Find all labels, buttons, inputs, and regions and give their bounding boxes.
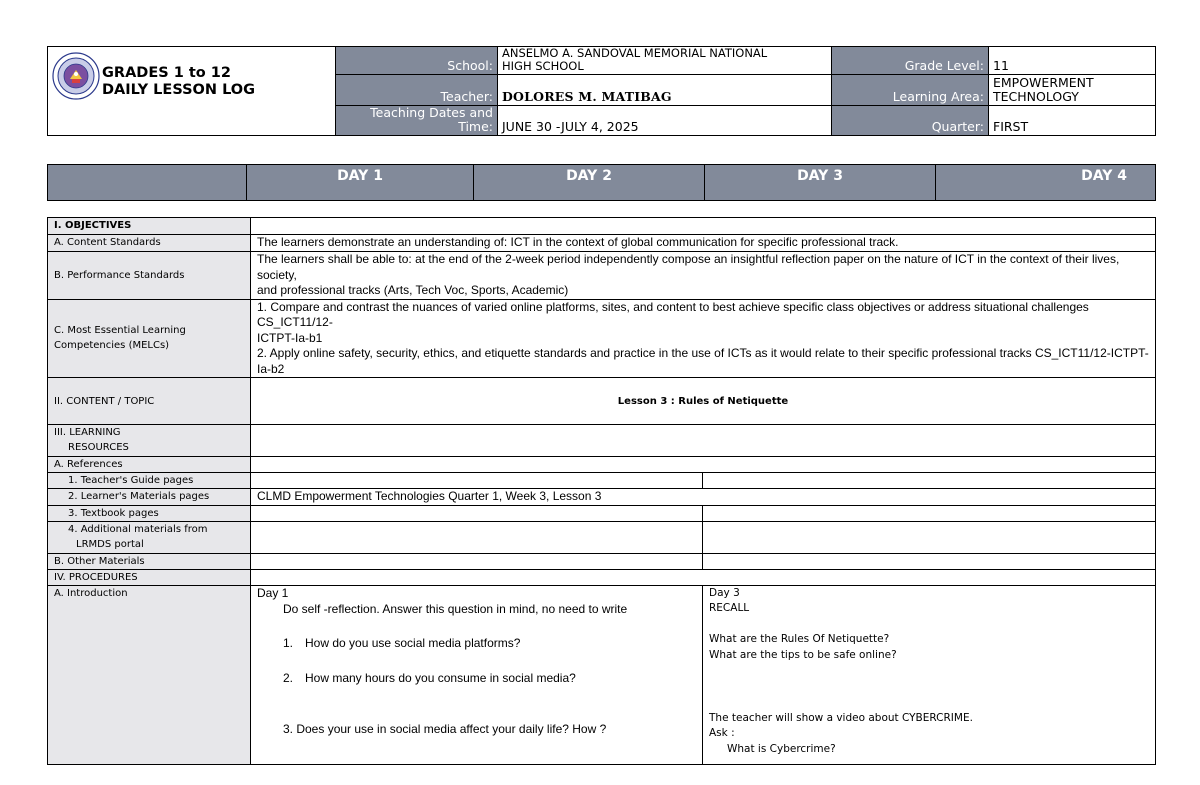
learning-resources-cell — [251, 425, 1156, 457]
intro-day1-title: Day 1 — [257, 586, 289, 600]
teaching-dates-value: JUNE 30 -JULY 4, 2025 — [498, 105, 832, 135]
log-title — [102, 65, 255, 99]
other-materials-cell-2 — [703, 554, 1156, 570]
day-header-bar — [47, 164, 1156, 201]
teaching-dates-label-line-2: Time: — [458, 119, 493, 134]
intro-day1-q1: How do you use social media platforms? — [305, 636, 521, 650]
content-standards-text: The learners demonstrate an understanding of: ICT in the context of global communication for specific professional track. — [251, 235, 1156, 252]
performance-line-1: The learners shall be able to: at the end of the 2-week period independently compose an insightful reflection paper on the nature of ICT in the context of their lives, society, — [257, 252, 1120, 282]
textbook-cell-2 — [703, 506, 1156, 522]
melcs-label-line-1: C. Most Essential Learning — [54, 325, 186, 337]
intro-day1-instruction: Do self -reflection. Answer this question in mind, no need to write — [283, 602, 628, 616]
table-row — [48, 586, 1156, 765]
melcs-line-2: ICTPT-Ia-b1 — [257, 330, 323, 345]
introduction-day1-cell — [251, 586, 703, 765]
intro-day3-recall: RECALL — [709, 602, 750, 614]
grade-level-label: Grade Level: — [832, 47, 989, 75]
table-row — [48, 522, 1156, 554]
learning-area-label: Learning Area: — [832, 75, 989, 105]
melcs-label — [48, 299, 251, 378]
learning-area-line-1: EMPOWERMENT — [993, 74, 1094, 90]
school-value-line-1: ANSELMO A. SANDOVAL MEMORIAL NATIONAL — [502, 46, 768, 61]
learning-area-line-2: TECHNOLOGY — [993, 88, 1079, 104]
intro-day3-video: The teacher will show a video about CYBERCRIME. — [709, 712, 973, 724]
quarter-label: Quarter: — [832, 105, 989, 135]
additional-materials-line-2: LRMDS portal — [76, 539, 144, 550]
table-row — [48, 378, 1156, 425]
table-row — [48, 218, 1156, 235]
intro-day3-title: Day 3 — [709, 587, 740, 599]
table-row — [48, 425, 1156, 457]
intro-day3-ask: Ask : — [709, 727, 735, 739]
table-row — [48, 457, 1156, 473]
content-standards-label: A. Content Standards — [48, 235, 251, 252]
learning-resources-label — [48, 425, 251, 457]
intro-day1-q1-number: 1. — [283, 636, 294, 650]
table-row — [48, 506, 1156, 522]
references-cell — [251, 457, 1156, 473]
performance-standards-text — [251, 252, 1156, 300]
teacher-value: DOLORES M. MATIBAG — [498, 75, 832, 105]
intro-day1-q3: 3. Does your use in social media affect your daily life? How ? — [283, 722, 607, 736]
learners-materials-text: CLMD Empowerment Technologies Quarter 1, Week 3, Lesson 3 — [251, 489, 1156, 506]
title-line-1: GRADES 1 to 12 — [102, 65, 231, 81]
content-topic-text: Lesson 3 : Rules of Netiquette — [251, 378, 1156, 425]
performance-standards-label: B. Performance Standards — [48, 252, 251, 300]
teachers-guide-cell-2 — [703, 473, 1156, 489]
teachers-guide-cell-1 — [251, 473, 703, 489]
objectives-label: I. OBJECTIVES — [48, 218, 251, 235]
table-row — [48, 570, 1156, 586]
header-logo-cell — [48, 47, 336, 136]
intro-day1-q2: How many hours do you consume in social media? — [305, 671, 576, 685]
intro-day3-q1: What are the Rules Of Netiquette? — [709, 633, 890, 645]
procedures-label: IV. PROCEDURES — [48, 570, 251, 586]
additional-materials-label — [48, 522, 251, 554]
introduction-label: A. Introduction — [48, 586, 251, 765]
day-4-header: DAY 4 — [936, 165, 1156, 201]
melcs-label-line-2: Competencies (MELCs) — [54, 340, 170, 352]
deped-seal-icon — [52, 52, 100, 100]
table-row — [48, 554, 1156, 570]
learning-resources-line-1: III. LEARNING — [54, 427, 121, 438]
teaching-dates-label — [336, 105, 498, 135]
table-row — [48, 473, 1156, 489]
textbook-label: 3. Textbook pages — [48, 506, 251, 522]
learners-materials-label: 2. Learner's Materials pages — [48, 489, 251, 506]
textbook-cell-1 — [251, 506, 703, 522]
intro-day3-ask-question: What is Cybercrime? — [727, 743, 836, 755]
melcs-line-1: 1. Compare and contrast the nuances of varied online platforms, sites, and content to best achieve specific class objectives or address situational challenges CS_ICT11/12- — [257, 299, 1089, 329]
intro-day3-q2: What are the tips to be safe online? — [709, 649, 897, 661]
school-value — [498, 47, 832, 75]
day-2-header: DAY 2 — [474, 165, 705, 201]
table-row — [48, 489, 1156, 506]
additional-materials-line-1: 4. Additional materials from — [68, 524, 208, 535]
teachers-guide-label: 1. Teacher's Guide pages — [48, 473, 251, 489]
performance-line-2: and professional tracks (Arts, Tech Voc, Sports, Academic) — [257, 283, 569, 297]
header-table — [47, 46, 1156, 136]
melcs-line-3: 2. Apply online safety, security, ethics, and etiquette standards and practice in the use of ICTs as it would relate to their specific professional tracks CS_ICT11/12-ICTPT-Ia-b2 — [257, 346, 1149, 376]
objectives-cell — [251, 218, 1156, 235]
learning-resources-line-2: RESOURCES — [68, 442, 129, 453]
day-3-header: DAY 3 — [705, 165, 936, 201]
content-topic-label: II. CONTENT / TOPIC — [48, 378, 251, 425]
lesson-log-table — [47, 217, 1156, 765]
quarter-value: FIRST — [989, 105, 1156, 135]
procedures-cell — [251, 570, 1156, 586]
table-row — [48, 299, 1156, 378]
table-row — [48, 235, 1156, 252]
school-label: School: — [336, 47, 498, 75]
additional-materials-cell-2 — [703, 522, 1156, 554]
introduction-day3-cell — [703, 586, 1156, 765]
other-materials-cell-1 — [251, 554, 703, 570]
learning-area-value — [989, 75, 1156, 105]
table-row — [48, 252, 1156, 300]
additional-materials-cell-1 — [251, 522, 703, 554]
school-value-line-2: HIGH SCHOOL — [502, 59, 584, 74]
teaching-dates-label-line-1: Teaching Dates and — [370, 105, 493, 120]
teacher-label: Teacher: — [336, 75, 498, 105]
intro-day1-q2-number: 2. — [283, 671, 294, 685]
melcs-text — [251, 299, 1156, 378]
references-label: A. References — [48, 457, 251, 473]
title-line-2: DAILY LESSON LOG — [102, 82, 256, 98]
day-bar-empty-cell — [48, 165, 247, 201]
day-1-header: DAY 1 — [247, 165, 474, 201]
grade-level-value: 11 — [989, 47, 1156, 75]
other-materials-label: B. Other Materials — [48, 554, 251, 570]
